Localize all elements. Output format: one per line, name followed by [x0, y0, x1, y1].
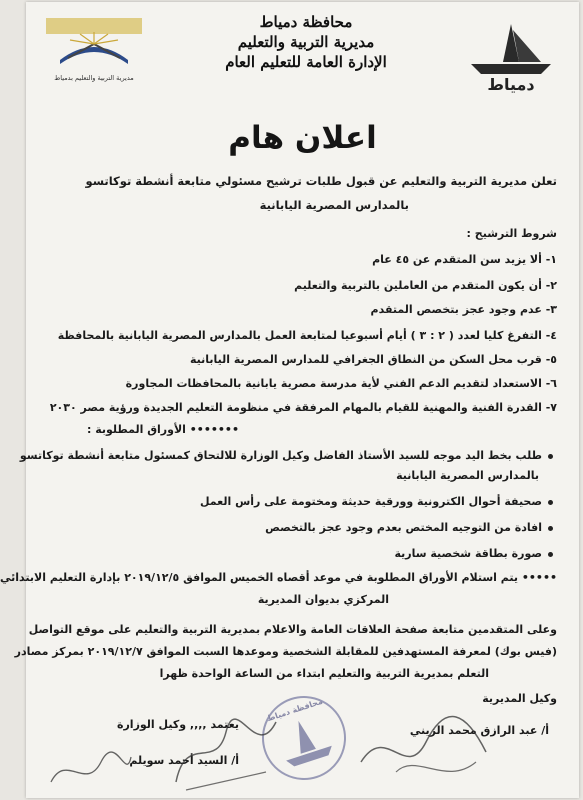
- document-item-text: صحيفة أحوال الكترونية وورقية حديثة ومختومة على رأس العمل: [199, 495, 542, 508]
- followup-line-3: التعلم بمديرية التربية والتعليم ابتداء من الساعة الواحدة ظهرا: [159, 667, 489, 680]
- damietta-logo: [461, 22, 561, 94]
- logo-brand-text: دمياط: [487, 75, 535, 94]
- header-governorate: محافظة دمياط: [259, 13, 353, 31]
- document-item-text: افادة من التوجيه المختص بعدم وجود عجز بالتخصص: [265, 521, 542, 534]
- condition-item: ٢- أن يكون المتقدم من العاملين بالتربية والتعليم: [294, 279, 557, 292]
- document-item-text: طلب بخط اليد موجه للسيد الأستاذ الفاضل وكيل الوزارة للالتحاق كمسئول متابعة أنشطة توكاتسو: [19, 449, 542, 462]
- document-page: [0, 2, 579, 798]
- documents-heading: ••••••• الأوراق المطلوبة :: [86, 423, 239, 436]
- followup-line-2: (فيس بوك) لمعرفة المستهدفين للمقابلة الشخصية وموعدها السبت الموافق ٢٠١٩/١٢/٧ بمركز مصادر: [14, 645, 557, 658]
- intro-line-1: تعلن مديرية التربية والتعليم عن قبول طلبات ترشيح مسئولي متابعة أنشطة توكاتسو: [85, 174, 557, 188]
- stamp-text: محافظة دمياط: [265, 696, 324, 724]
- condition-item: ٥- قرب محل السكن من النطاق الجغرافي للمدارس المصرية اليابانية: [189, 353, 557, 366]
- approval-label: يعتمد ,,,, وكيل الوزارة: [116, 718, 239, 731]
- document-item-continuation: بالمدارس المصرية اليابانية: [396, 469, 539, 482]
- header-administration: الإدارة العامة للتعليم العام: [225, 53, 387, 71]
- header-directorate: مديرية التربية والتعليم: [237, 33, 375, 51]
- bullet-icon: [548, 526, 553, 531]
- deputy-directorate-name: أ/ عبد الرازق محمد الزيني: [409, 724, 549, 737]
- handwritten-signature-icon: [356, 702, 496, 792]
- document-item: [43, 494, 553, 509]
- condition-item: ٧- القدرة الفنية والمهنية للقيام بالمهام المرفقة في منظومة التعليم الجديدة ورؤية مصر ٢٠٣٠: [49, 401, 557, 414]
- document-header: [156, 12, 456, 72]
- document-item: [43, 546, 553, 561]
- ship-icon: [461, 22, 561, 78]
- handwritten-signature-icon: [166, 702, 286, 798]
- handwritten-signature-icon: [46, 742, 136, 798]
- book-emblem-icon: [40, 14, 148, 72]
- directorate-logo: [40, 14, 148, 82]
- document-item: [19, 448, 553, 463]
- conditions-heading: شروط الترشيح :: [466, 227, 557, 240]
- followup-line-1: وعلى المتقدمين متابعة صفحة العلاقات العامة والاعلام بمديرية التربية والتعليم على موقع التواصل: [28, 623, 557, 636]
- document-item: [43, 520, 553, 535]
- bullet-icon: [548, 500, 553, 505]
- condition-item: ١- ألا يزيد سن المتقدم عن ٤٥ عام: [372, 253, 557, 266]
- deadline-line-1: ••••• يتم استلام الأوراق المطلوبة في موعد أقصاه الخميس الموافق ٢٠١٩/١٢/٥ بإدارة التعليم الابتدائي: [0, 571, 557, 584]
- condition-item: ٤- التفرغ كليا لعدد ( ٢ : ٣ ) أيام أسبوعيا لمتابعة العمل بالمدارس المصرية اليابانية بالمحافظة: [57, 329, 557, 342]
- bullet-icon: [548, 552, 553, 557]
- intro-line-2: بالمدارس المصرية اليابانية: [259, 198, 409, 212]
- document-item-text: صورة بطاقة شخصية سارية: [394, 547, 542, 560]
- logo-caption: مديرية التربية والتعليم بدمياط: [54, 74, 134, 82]
- condition-item: ٦- الاستعداد لتقديم الدعم الفني لأية مدرسة مصرية يابانية بالمحافظات المجاورة: [125, 377, 557, 390]
- condition-item: ٣- عدم وجود عجز بتخصص المتقدم: [370, 303, 557, 316]
- deadline-line-2: المركزي بديوان المديرية: [257, 593, 389, 606]
- bullet-icon: [548, 454, 553, 459]
- minister-deputy-name: أ/ السيد أحمد سويلم: [129, 754, 239, 767]
- deputy-directorate-label: وكيل المديرية: [482, 692, 557, 705]
- page-title: اعلان هام: [228, 120, 377, 156]
